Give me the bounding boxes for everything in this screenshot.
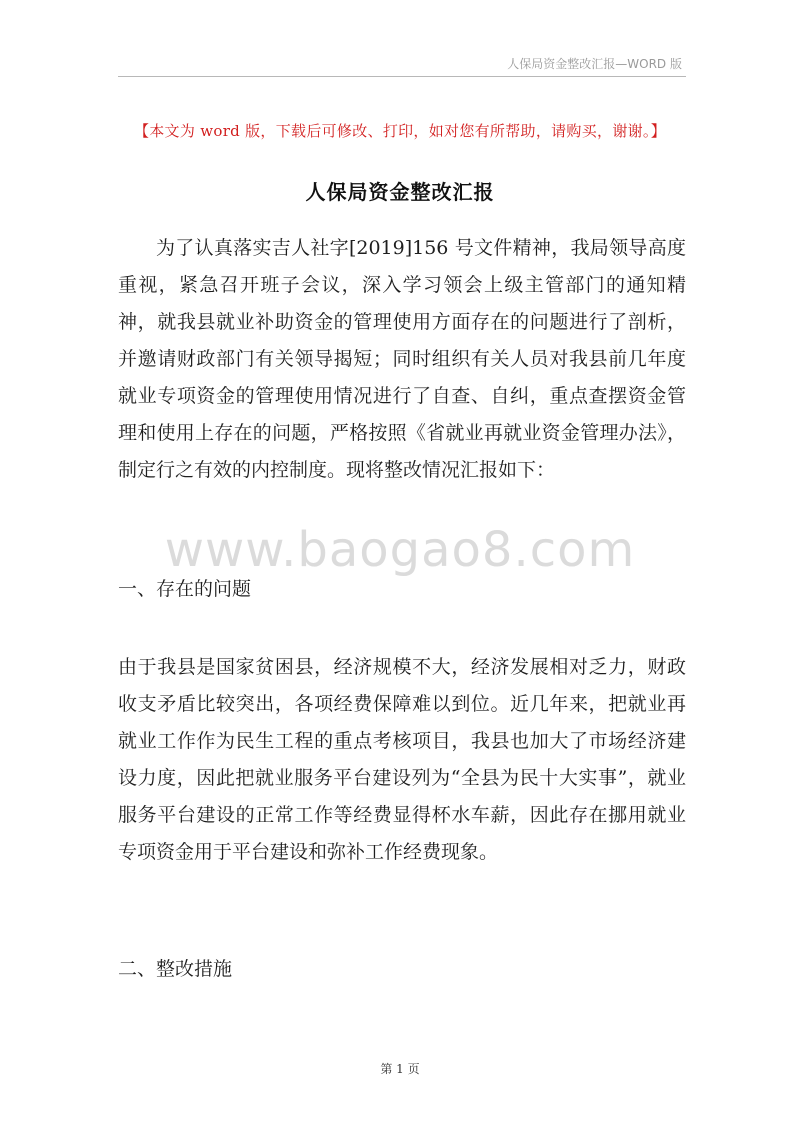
section-heading-measures: 二、整改措施 [118, 958, 233, 980]
page-number: 第 1 页 [380, 1062, 420, 1076]
purchase-notice: 【本文为 word 版，下载后可修改、打印，如对您有所帮助，请购买，谢谢。】 [133, 122, 667, 140]
running-header: 人保局资金整改汇报—WORD 版 [507, 57, 682, 71]
watermark-text: www.baogao8.com [164, 522, 636, 578]
intro-paragraph: 为了认真落实吉人社字[2019]156 号文件精神，我局领导高度重视，紧急召开班子会议，深入学习领会上级主管部门的通知精神，就我县就业补助资金的管理使用方面存在的问题进行了剖析，并邀请财政部门有关领导揭短；同时组织有关人员对我县前几年度就业专项资金的管理使用情况进行了自查、自纠，重点查摆资金管理和使用上存在的问题，严格按照《省就业再就业资金管理办法》，制定行之有效的内控制度。现将整改情况汇报如下： [118, 237, 686, 481]
document-title: 人保局资金整改汇报 [305, 180, 495, 204]
section-heading-problems: 一、存在的问题 [118, 578, 252, 600]
header-divider [118, 76, 686, 77]
problems-paragraph: 由于我县是国家贫困县，经济规模不大，经济发展相对乏力，财政收支矛盾比较突出，各项经费保障难以到位。近几年来，把就业再就业工作作为民生工程的重点考核项目，我县也加大了市场经济建设力度，因此把就业服务平台建设列为“全县为民十大实事”，就业服务平台建设的正常工作等经费显得杯水车薪，因此存在挪用就业专项资金用于平台建设和弥补工作经费现象。 [118, 656, 686, 863]
